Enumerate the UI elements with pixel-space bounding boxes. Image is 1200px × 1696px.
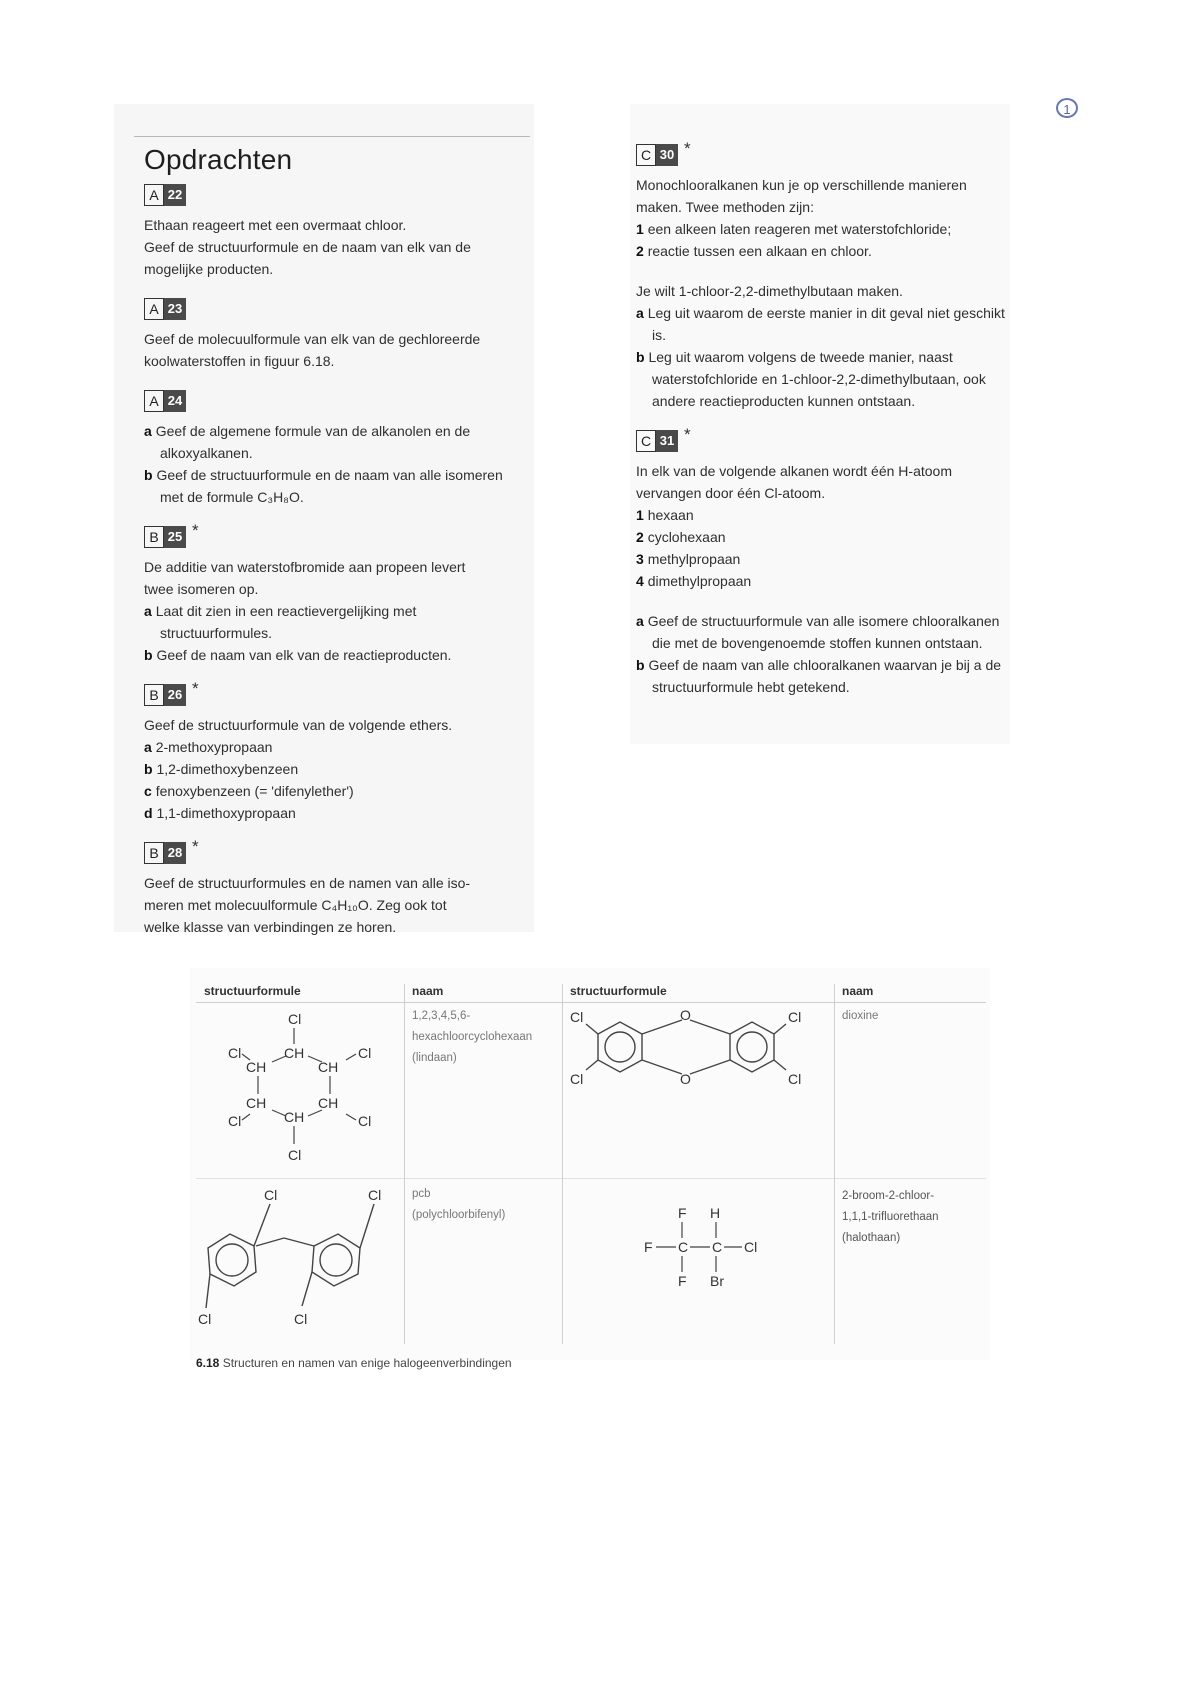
task-number: 24 [164, 390, 186, 412]
line-text: koolwaterstoffen in figuur 6.18. [144, 353, 335, 369]
svg-text:Cl: Cl [570, 1071, 584, 1087]
task-subquestion [636, 548, 1006, 570]
subquestion-label: a [144, 423, 152, 439]
right-column [636, 139, 1006, 716]
star-marker: * [192, 521, 199, 540]
svg-text:O: O [680, 1007, 691, 1023]
svg-text:CH: CH [284, 1045, 305, 1061]
spacer [636, 592, 1006, 610]
line-text: dimethylpropaan [647, 573, 752, 589]
task-level: A [144, 298, 164, 320]
name-pcb: pcb (polychloorbifenyl) [412, 1188, 506, 1221]
line-text: 2-methoxypropaan [155, 739, 273, 755]
task-text [144, 872, 524, 894]
task-tag [144, 837, 524, 864]
task-level: B [144, 684, 164, 706]
task-subquestion [636, 654, 1006, 698]
spacer [636, 262, 1006, 280]
svg-text:Br: Br [710, 1273, 724, 1289]
task-number: 26 [164, 684, 186, 706]
svg-text:CH: CH [284, 1109, 305, 1125]
task-text [636, 174, 1006, 196]
svg-text:Cl: Cl [358, 1045, 372, 1061]
left-task-list [144, 184, 524, 938]
task-level: C [636, 144, 656, 166]
line-text: mogelijke producten. [144, 261, 274, 277]
line-text: Geef de naam van elk van de reactieproducten. [156, 647, 452, 663]
task-subquestion [144, 644, 524, 666]
task-text [144, 258, 524, 280]
task-text [144, 350, 524, 372]
subquestion-label: 1 [636, 221, 644, 237]
subquestion-label: a [636, 305, 644, 321]
line-text: Geef de structuurformules en de namen van alle iso- [144, 875, 471, 891]
subquestion-label: 1 [636, 507, 644, 523]
column-divider-2 [562, 984, 563, 1344]
line-text: De additie van waterstofbromide aan propeen levert [144, 559, 466, 575]
task-subquestion [144, 464, 524, 508]
line-text: 1,2-dimethoxybenzeen [156, 761, 299, 777]
task-tag [144, 390, 524, 412]
right-task-list [636, 139, 1006, 698]
line-text: Geef de molecuulformule van elk van de gechloreerde [144, 331, 481, 347]
task-number: 30 [656, 144, 678, 166]
subquestion-label: 2 [636, 243, 644, 259]
subquestion-label: b [144, 467, 153, 483]
line-text: Monochlooralkanen kun je op verschillende manieren [636, 177, 967, 193]
svg-text:F: F [644, 1239, 653, 1255]
task-text [636, 280, 1006, 302]
figure-caption [196, 1356, 512, 1370]
task-subquestion [636, 218, 1006, 240]
task-subquestion [144, 736, 524, 758]
lindaan-structure [206, 1008, 396, 1176]
task-text [144, 556, 524, 578]
subquestion-label: a [636, 613, 644, 629]
line-text: In elk van de volgende alkanen wordt één H-atoom [636, 463, 952, 479]
line-text: Je wilt 1-chloor-2,2-dimethylbutaan maken. [636, 283, 903, 299]
line-text: methylpropaan [647, 551, 741, 567]
header-naam-1: naam [412, 984, 444, 998]
task-subquestion [144, 600, 524, 644]
svg-text:Cl: Cl [264, 1187, 278, 1203]
star-marker: * [192, 837, 199, 856]
line-text: maken. Twee methoden zijn: [636, 199, 814, 215]
line-text: een alkeen laten reageren met waterstofchloride; [647, 221, 952, 237]
task-subquestion [636, 346, 1006, 412]
svg-text:Cl: Cl [744, 1239, 758, 1255]
svg-text:CH: CH [246, 1059, 267, 1075]
subquestion-label: 3 [636, 551, 644, 567]
line-text: cyclohexaan [647, 529, 726, 545]
name-dioxine: dioxine [842, 1010, 879, 1022]
task-level: A [144, 390, 164, 412]
figure-table [196, 984, 986, 1346]
subquestion-label: b [636, 657, 645, 673]
task-subquestion [636, 504, 1006, 526]
line-text: Leg uit waarom volgens de tweede manier, naast waterstofchloride en 1-chloor-2,2-dimethylbutaan, ook andere reactieproducten kunnen ontstaan. [648, 349, 986, 409]
task-subquestion [144, 758, 524, 780]
star-marker: * [684, 139, 691, 158]
task-number: 28 [164, 842, 186, 864]
task-level: B [144, 842, 164, 864]
row-divider [196, 1178, 986, 1179]
dioxine-structure [568, 1006, 832, 1106]
svg-text:C: C [712, 1239, 723, 1255]
header-structuurformule-1: structuurformule [204, 984, 301, 998]
subquestion-label: b [636, 349, 645, 365]
subquestion-label: c [144, 783, 152, 799]
line-text: twee isomeren op. [144, 581, 259, 597]
svg-text:Cl: Cl [228, 1045, 242, 1061]
task-24 [144, 390, 524, 508]
task-level: B [144, 526, 164, 548]
star-marker: * [192, 679, 199, 698]
line-text: Geef de algemene formule van de alkanolen en de alkoxyalkanen. [155, 423, 471, 461]
task-subquestion [144, 420, 524, 464]
line-text: meren met molecuulformule C₄H₁₀O. Zeg ook tot [144, 897, 447, 913]
svg-text:O: O [680, 1071, 691, 1087]
task-subquestion [636, 240, 1006, 262]
task-subquestion [636, 610, 1006, 654]
svg-text:F: F [678, 1273, 687, 1289]
halothaan-structure [644, 1204, 784, 1304]
svg-text:Cl: Cl [788, 1071, 802, 1087]
subquestion-label: a [144, 739, 152, 755]
caption-number: 6.18 [196, 1356, 220, 1370]
line-text: fenoxybenzeen (= 'difenylether') [155, 783, 354, 799]
name-halothaan: 2-broom-2-chloor- 1,1,1-trifluorethaan (halothaan) [842, 1190, 939, 1244]
task-number: 25 [164, 526, 186, 548]
subquestion-label: b [144, 647, 153, 663]
task-23 [144, 298, 524, 372]
svg-text:C: C [678, 1239, 689, 1255]
subquestion-label: a [144, 603, 152, 619]
task-tag [636, 139, 1006, 166]
line-text: Geef de structuurformule van alle isomere chlooralkanen die met de bovengenoemde stoffen kunnen ontstaan. [647, 613, 1000, 651]
task-text [636, 196, 1006, 218]
task-tag [144, 521, 524, 548]
line-text: Geef de naam van alle chlooralkanen waarvan je bij a de structuurformule hebt getekend. [648, 657, 1002, 695]
svg-text:CH: CH [246, 1095, 267, 1111]
left-column [144, 136, 524, 956]
task-text [144, 916, 524, 938]
task-text [144, 894, 524, 916]
svg-text:Cl: Cl [198, 1311, 212, 1327]
svg-text:Cl: Cl [294, 1311, 308, 1327]
task-level: A [144, 184, 164, 206]
svg-text:CH: CH [318, 1095, 339, 1111]
line-text: Geef de structuurformule en de naam van elk van de [144, 239, 471, 255]
line-text: reactie tussen een alkaan en chloor. [647, 243, 872, 259]
task-tag [144, 679, 524, 706]
column-divider-3 [834, 984, 835, 1344]
svg-text:H: H [710, 1205, 721, 1221]
line-text: hexaan [647, 507, 694, 523]
task-22 [144, 184, 524, 280]
star-marker: * [684, 425, 691, 444]
subquestion-label: 2 [636, 529, 644, 545]
task-text [144, 214, 524, 236]
task-28 [144, 837, 524, 938]
task-text [144, 578, 524, 600]
task-subquestion [144, 780, 524, 802]
task-text [636, 460, 1006, 482]
line-text: welke klasse van verbindingen ze horen. [144, 919, 397, 935]
task-number: 22 [164, 184, 186, 206]
svg-text:Cl: Cl [368, 1187, 382, 1203]
name-lindaan: 1,2,3,4,5,6- hexachloorcyclohexaan (lindaan) [412, 1010, 533, 1064]
task-tag [144, 298, 524, 320]
page-heading: Opdrachten [144, 144, 293, 175]
line-text: 1,1-dimethoxypropaan [156, 805, 296, 821]
svg-text:CH: CH [318, 1059, 339, 1075]
svg-text:F: F [678, 1205, 687, 1221]
caption-text: Structuren en namen van enige halogeenverbindingen [222, 1356, 512, 1370]
task-text [144, 714, 524, 736]
task-31 [636, 425, 1006, 698]
task-tag [636, 425, 1006, 452]
column-divider-1 [404, 984, 405, 1344]
task-number: 23 [164, 298, 186, 320]
task-text [636, 482, 1006, 504]
pcb-structure [198, 1182, 402, 1342]
task-subquestion [636, 526, 1006, 548]
header-naam-2: naam [842, 984, 874, 998]
svg-text:Cl: Cl [288, 1147, 302, 1163]
task-subquestion [636, 302, 1006, 346]
line-text: vervangen door één Cl-atoom. [636, 485, 826, 501]
line-text: Laat dit zien in een reactievergelijking met structuurformules. [155, 603, 417, 641]
svg-text:Cl: Cl [358, 1113, 372, 1129]
line-text: Geef de structuurformule van de volgende ethers. [144, 717, 453, 733]
task-subquestion [144, 802, 524, 824]
atom-cl: Cl [288, 1011, 302, 1027]
subquestion-label: d [144, 805, 153, 821]
svg-text:Cl: Cl [570, 1009, 584, 1025]
header-rule [196, 1002, 986, 1003]
task-25 [144, 521, 524, 666]
header-structuurformule-2: structuurformule [570, 984, 667, 998]
task-26 [144, 679, 524, 824]
subquestion-label: 4 [636, 573, 644, 589]
svg-text:Cl: Cl [788, 1009, 802, 1025]
corner-mark: 1 [1056, 98, 1078, 118]
line-text: Leg uit waarom de eerste manier in dit geval niet geschikt is. [647, 305, 1005, 343]
svg-text:Cl: Cl [228, 1113, 242, 1129]
task-tag [144, 184, 524, 206]
task-level: C [636, 430, 656, 452]
task-subquestion [636, 570, 1006, 592]
subquestion-label: b [144, 761, 153, 777]
task-number: 31 [656, 430, 678, 452]
task-30 [636, 139, 1006, 412]
task-text [144, 236, 524, 258]
task-text [144, 328, 524, 350]
line-text: Geef de structuurformule en de naam van alle isomeren met de formule C₃H₈O. [156, 467, 503, 505]
line-text: Ethaan reageert met een overmaat chloor. [144, 217, 407, 233]
